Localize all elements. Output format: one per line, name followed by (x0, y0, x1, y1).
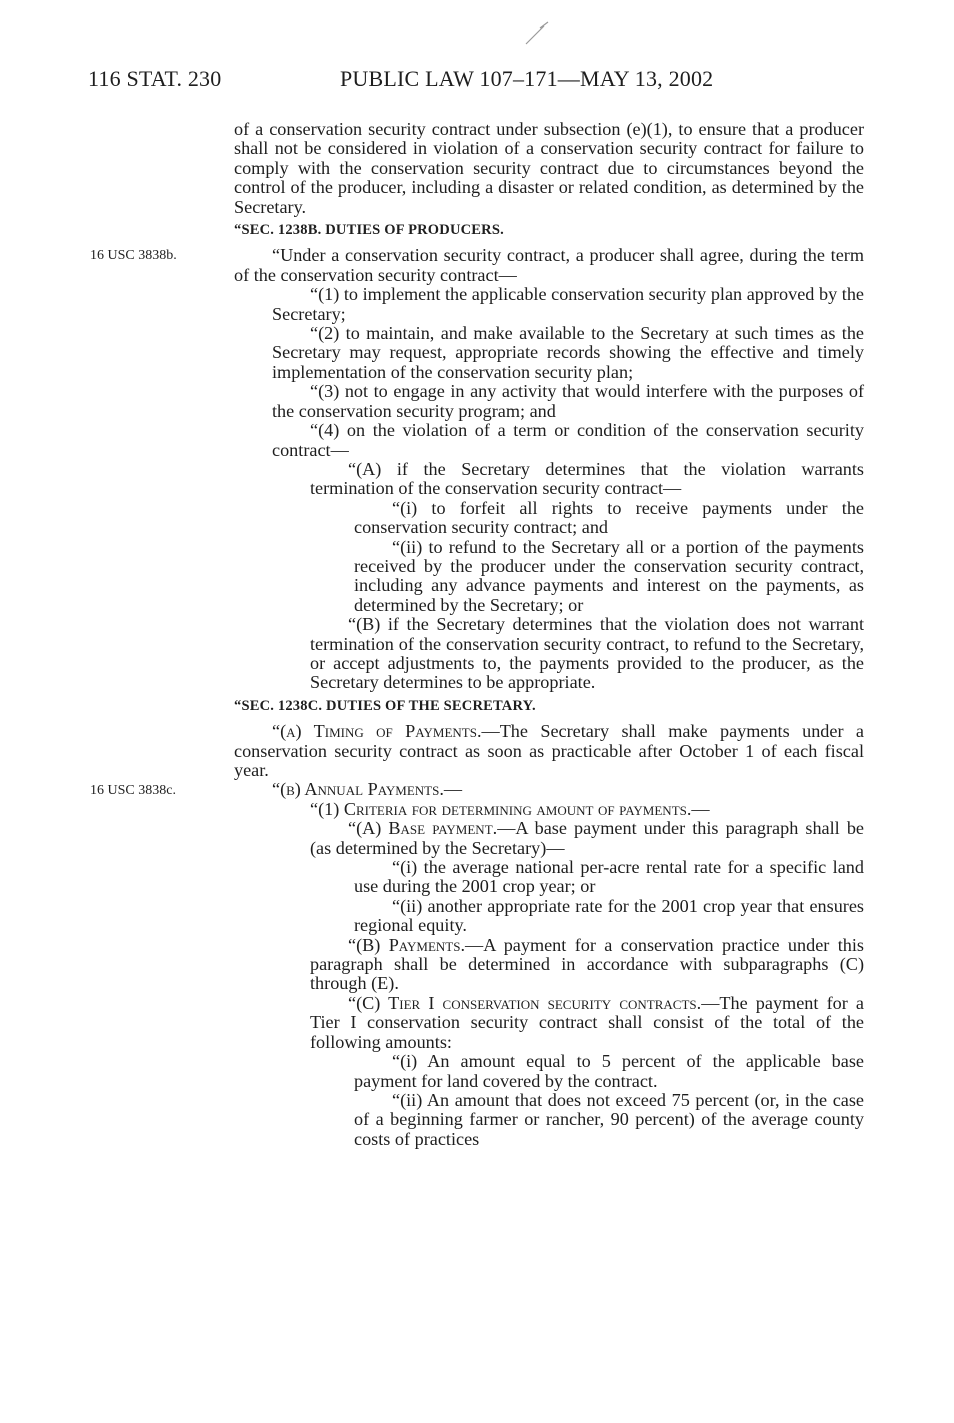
subsection-b-text: — (443, 779, 463, 800)
margin-note-1238c: 16 USC 3838c. (90, 783, 176, 798)
paragraph-b1-heading: “(1) Criteria for determining amount of payments. (310, 798, 692, 819)
subsection-a (234, 722, 864, 780)
subparagraph-b1a-text: —A base payment under this paragraph shall be (as determined by the Secretary)— (310, 818, 864, 858)
subparagraph-b1a (234, 819, 864, 858)
section-1238c-heading: “SEC. 1238C. DUTIES OF THE SECRETARY. (234, 697, 536, 714)
running-header: PUBLIC LAW 107–171—MAY 13, 2002 (340, 66, 714, 91)
subparagraph-b1b-text: —A payment for a conservation practice under this paragraph shall be determined in accordance with subparagraphs (C) through (E). (310, 934, 864, 994)
clause-b1a-ii: “(ii) another appropriate rate for the 2001 crop year that ensures regional equity. (354, 895, 864, 936)
clause-b1c-i: “(i) An amount equal to 5 percent of the applicable base payment for land covered by the contract. (354, 1051, 864, 1091)
paragraph-3: “(3) not to engage in any activity that would interfere with the purposes of the conservation security program; and (272, 381, 864, 421)
subparagraph-b1b-heading: “(B) Payments. (348, 934, 465, 955)
subsection-a-text: —The Secretary shall make payments under a conservation security contract as soon as practicable after October 1 of each fiscal year. (234, 721, 864, 780)
paragraph-4: “(4) on the violation of a term or condition of the conservation security contract— (272, 420, 864, 460)
clause-b1a-i: “(i) the average national per-acre rental rate for a specific land use during the 2001 crop year; or (354, 857, 864, 897)
clause-4a-i: “(i) to forfeit all rights to receive payments under the conservation security contract; and (354, 497, 864, 538)
subparagraph-b1c (234, 994, 864, 1052)
subsection-b (234, 780, 864, 799)
paragraph-b1 (234, 800, 864, 819)
clause-b1c-ii: “(ii) An amount that does not exceed 75 percent (or, in the case of a beginning farmer or rancher, 90 percent) of the average county costs of practices (354, 1089, 864, 1149)
intro-paragraph: of a conservation security contract under subsection (e)(1), to ensure that a producer shall not be considered in violation of a conservation security contract for failure to comply with the conservation security contract due to circumstances beyond the control of the producer, including a disaster or related condition, as determined by the Secretary. (234, 119, 864, 217)
section-1238b-heading: “SEC. 1238B. DUTIES OF PRODUCERS. (234, 222, 504, 239)
subparagraph-b1c-text: —The payment for a Tier I conservation security contract shall consist of the total of the following amounts: (310, 992, 864, 1052)
subsection-b-heading: “(b) Annual Payments. (272, 779, 444, 800)
pen-mark (522, 18, 552, 53)
section-1238b-lead: “Under a conservation security contract, a producer shall agree, during the term of the conservation security contract— (234, 245, 864, 285)
paragraph-1: “(1) to implement the applicable conservation security plan approved by the Secretary; (272, 284, 864, 324)
margin-note-1238b: 16 USC 3838b. (90, 248, 177, 263)
page-reference: 116 STAT. 230 (88, 66, 222, 91)
subparagraph-4a: “(A) if the Secretary determines that the violation warrants termination of the conservation security contract— (310, 458, 864, 499)
clause-4a-ii: “(ii) to refund to the Secretary all or a portion of the payments received by the producer under the conservation security contract, including any advance payments and interest on the payments, as determined by the Secretary; or (354, 536, 864, 615)
subparagraph-b1c-heading: “(C) Tier I conservation security contracts. (348, 992, 702, 1013)
subparagraph-b1b (234, 936, 864, 994)
subparagraph-4b: “(B) if the Secretary determines that the violation does not warrant termination of the conservation security contract, to refund to the Secretary, or accept adjustments to, the payments provided to the producer, as the Secretary determines to be appropriate. (310, 614, 864, 693)
subsection-a-heading: “(a) Timing of Payments. (272, 721, 482, 742)
subparagraph-b1a-heading: “(A) Base payment. (348, 818, 498, 839)
paragraph-b1-text: — (691, 798, 710, 819)
paragraph-2: “(2) to maintain, and make available to the Secretary at such times as the Secretary may request, appropriate records showing the effective and timely implementation of the conservation security plan; (272, 323, 864, 382)
body-text (234, 120, 864, 1149)
